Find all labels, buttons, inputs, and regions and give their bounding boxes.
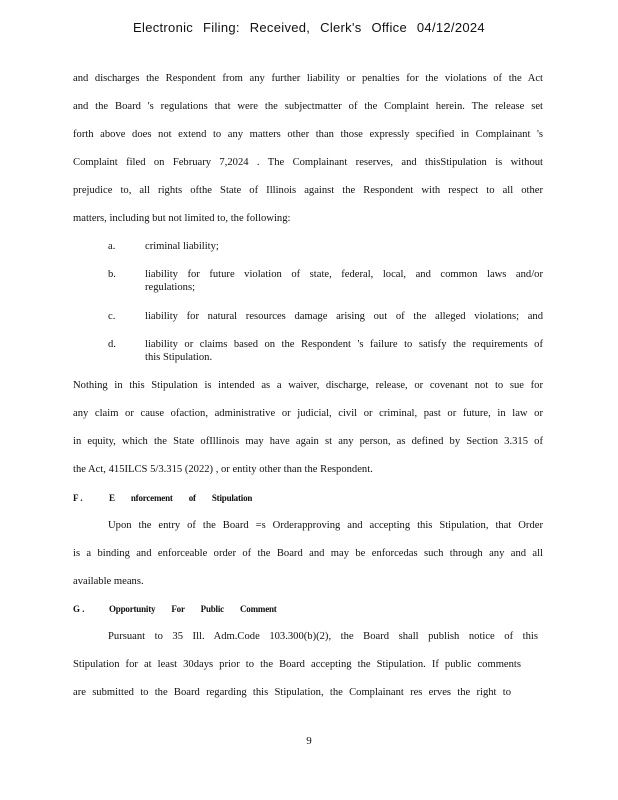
- paragraph-line: Upon the entry of the Board =s Orderapproving and accepting this Stipulation, that Order: [108, 520, 543, 531]
- list-letter: c.: [108, 311, 116, 322]
- paragraph-line: Complaint filed on February 7,2024 . The Complainant reserves, and thisStipulation is without: [73, 157, 543, 168]
- paragraph-line: in equity, which the State ofIllinois may have again st any person, as defined by Section 3.315 of: [73, 436, 543, 447]
- section-heading-g: [73, 604, 277, 614]
- list-text: liability or claims based on the Respondent 's failure to satisfy the requirements of: [145, 339, 543, 350]
- paragraph-line: forth above does not extend to any matters other than those expressly specified in Complainant 's: [73, 129, 543, 140]
- paragraph-line: matters, including but not limited to, the following:: [73, 213, 291, 224]
- list-letter: b.: [108, 269, 116, 280]
- paragraph-line: and discharges the Respondent from any further liability or penalties for the violations of the Act: [73, 73, 543, 84]
- paragraph-line: Nothing in this Stipulation is intended as a waiver, discharge, release, or covenant not to sue for: [73, 380, 543, 391]
- paragraph-line: is a binding and enforceable order of the Board and may be enforcedas such through any and all: [73, 548, 543, 559]
- paragraph-line: available means.: [73, 576, 144, 587]
- paragraph-line: prejudice to, all rights ofthe State of Illinois against the Respondent with respect to all other: [73, 185, 543, 196]
- paragraph-line: are submitted to the Board regarding this Stipulation, the Complainant res erves the right to: [73, 687, 511, 698]
- section-title: Opportunity For Public Comment: [109, 604, 277, 614]
- list-text: liability for future violation of state, federal, local, and common laws and/or: [145, 269, 543, 280]
- list-text: criminal liability;: [145, 241, 219, 252]
- paragraph-line: any claim or cause ofaction, administrative or judicial, civil or criminal, past or future, in law or: [73, 408, 543, 419]
- paragraph-line: and the Board 's regulations that were the subjectmatter of the Complaint herein. The release set: [73, 101, 543, 112]
- section-letter: G .: [73, 604, 85, 614]
- list-text: liability for natural resources damage arising out of the alleged violations; and: [145, 311, 543, 322]
- section-heading-f: [73, 493, 252, 503]
- list-letter: d.: [108, 339, 116, 350]
- list-text: this Stipulation.: [145, 352, 213, 363]
- filing-header: Electronic Filing: Received, Clerk's Office 04/12/2024: [133, 20, 485, 35]
- list-letter: a.: [108, 241, 116, 252]
- paragraph-line: Stipulation for at least 30days prior to the Board accepting the Stipulation. If public comments: [73, 659, 521, 670]
- section-letter: F .: [73, 493, 83, 503]
- list-text: regulations;: [145, 282, 196, 293]
- section-title: E nforcement of Stipulation: [109, 493, 253, 503]
- paragraph-line: Pursuant to 35 Ill. Adm.Code 103.300(b)(2), the Board shall publish notice of this: [108, 631, 538, 642]
- paragraph-line: the Act, 415ILCS 5/3.315 (2022) , or entity other than the Respondent.: [73, 464, 373, 475]
- page-number: 9: [306, 735, 312, 747]
